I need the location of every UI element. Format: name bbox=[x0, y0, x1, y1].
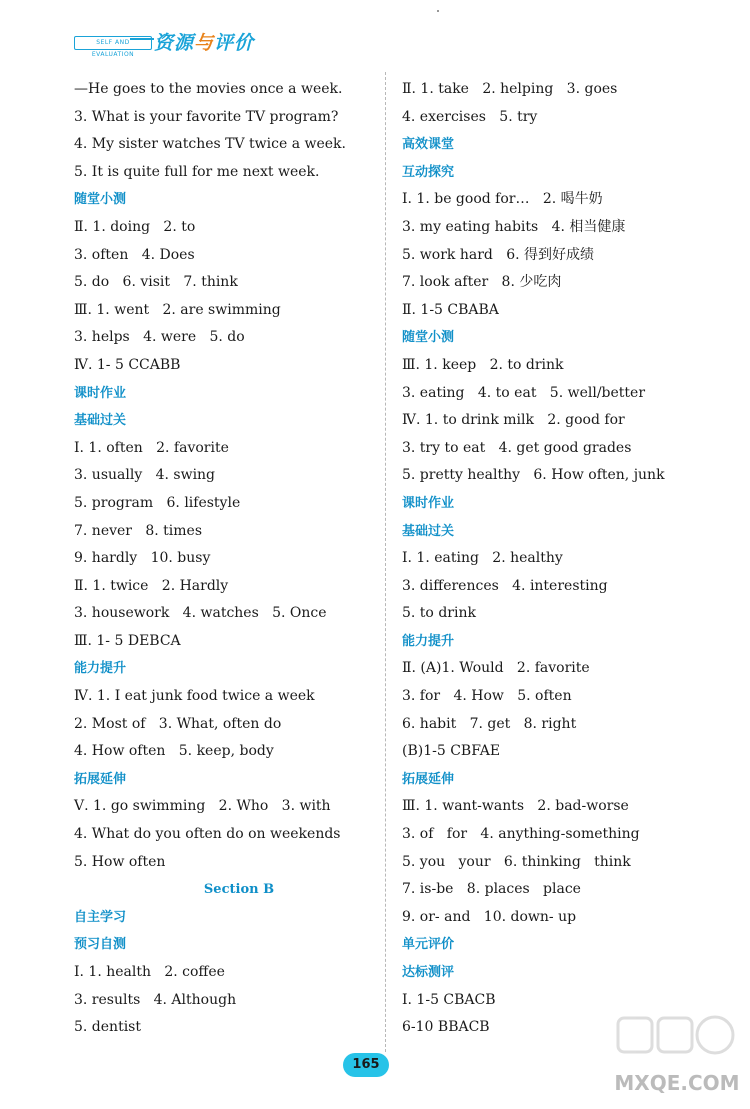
right-answer-line: Ⅰ. 1-5 CBACB bbox=[402, 991, 496, 1008]
header-arrow-icon bbox=[130, 38, 154, 48]
left-answer-line: Ⅱ. 1. doing 2. to bbox=[74, 218, 196, 235]
left-answer-line: 4. How often 5. keep, body bbox=[74, 743, 274, 760]
left-answer-line: 4. My sister watches TV twice a week. bbox=[74, 136, 346, 153]
left-answer-line: Ⅲ. 1- 5 DEBCA bbox=[74, 632, 181, 649]
left-answer-line: 2. Most of 3. What, often do bbox=[74, 715, 282, 732]
header-title bbox=[154, 28, 254, 55]
right-answer-line: 3. differences 4. interesting bbox=[402, 577, 608, 594]
left-answer-line: 4. What do you often do on weekends bbox=[74, 826, 341, 843]
right-heading: 能力提升 bbox=[402, 633, 455, 649]
right-answer-line: Ⅰ. 1. eating 2. healthy bbox=[402, 550, 563, 567]
right-answer-line: Ⅳ. 1. to drink milk 2. good for bbox=[402, 412, 625, 429]
right-answer-line: 5. you your 6. thinking think bbox=[402, 853, 631, 870]
section-title: Section B bbox=[203, 882, 275, 898]
right-heading: 高效课堂 bbox=[402, 137, 455, 153]
header-title-mid: 与 bbox=[194, 32, 215, 54]
left-answer-line: Ⅳ. 1. I eat junk food twice a week bbox=[74, 688, 315, 705]
right-heading: 单元评价 bbox=[402, 937, 455, 953]
left-answer-line: 7. never 8. times bbox=[74, 522, 203, 539]
decorative-dot bbox=[437, 10, 439, 12]
right-answer-line: 3. eating 4. to eat 5. well/better bbox=[402, 384, 646, 401]
header-title-part2: 评价 bbox=[214, 32, 255, 54]
right-answer-line: Ⅲ. 1. keep 2. to drink bbox=[402, 356, 564, 373]
left-answer-line: Ⅱ. 1. twice 2. Hardly bbox=[74, 577, 229, 594]
left-answer-line: 3. often 4. Does bbox=[74, 246, 195, 263]
watermark-text: MXQE.COM bbox=[614, 1071, 740, 1095]
right-answer-line: 3. my eating habits 4. 相当健康 bbox=[402, 218, 626, 235]
left-answer-line: 9. hardly 10. busy bbox=[74, 550, 211, 567]
right-answer-line: 9. or- and 10. down- up bbox=[402, 908, 577, 925]
left-heading: 拓展延伸 bbox=[74, 771, 127, 787]
right-heading: 课时作业 bbox=[402, 495, 455, 511]
right-answer-line: Ⅱ. 1-5 CBABA bbox=[402, 301, 499, 318]
right-heading: 拓展延伸 bbox=[402, 771, 455, 787]
left-heading: 基础过关 bbox=[74, 413, 127, 429]
right-answer-line: 4. exercises 5. try bbox=[402, 108, 538, 125]
right-answer-line: 7. is-be 8. places place bbox=[402, 881, 581, 898]
left-answer-line: 3. helps 4. were 5. do bbox=[74, 329, 245, 346]
left-answer-line: Ⅲ. 1. went 2. are swimming bbox=[74, 301, 281, 318]
left-answer-line: 5. It is quite full for me next week. bbox=[74, 163, 320, 180]
header-tag: SELF AND EVALUATION bbox=[74, 36, 152, 50]
left-answer-line: 5. program 6. lifestyle bbox=[74, 494, 241, 511]
running-header bbox=[74, 28, 394, 56]
right-answer-line: (B)1-5 CBFAE bbox=[402, 743, 501, 760]
left-answer-line: Ⅰ. 1. health 2. coffee bbox=[74, 964, 225, 980]
right-answer-line: 5. pretty healthy 6. How often, junk bbox=[402, 467, 665, 484]
right-answer-line: 5. to drink bbox=[402, 605, 476, 622]
column-divider bbox=[385, 72, 386, 1052]
right-answer-line: 3. try to eat 4. get good grades bbox=[402, 439, 632, 456]
left-heading: 课时作业 bbox=[74, 385, 127, 401]
left-answer-line: 3. housework 4. watches 5. Once bbox=[74, 605, 327, 622]
left-answer-line: Ⅴ. 1. go swimming 2. Who 3. with bbox=[74, 798, 331, 815]
right-answer-line: 7. look after 8. 少吃肉 bbox=[402, 274, 562, 291]
right-heading: 互动探究 bbox=[402, 164, 455, 180]
left-column bbox=[74, 76, 374, 1042]
left-heading: 预习自测 bbox=[74, 937, 127, 953]
right-answer-line: 5. work hard 6. 得到好成绩 bbox=[402, 246, 595, 263]
left-answer-line: Ⅳ. 1- 5 CCABB bbox=[74, 356, 181, 373]
left-answer-line: 3. results 4. Although bbox=[74, 991, 237, 1008]
right-answer-line: Ⅰ. 1. be good for… 2. 喝牛奶 bbox=[402, 191, 603, 208]
left-answer-line: 5. dentist bbox=[74, 1019, 141, 1036]
right-answer-line: Ⅱ. (A)1. Would 2. favorite bbox=[402, 660, 590, 677]
header-title-part1: 资源 bbox=[154, 32, 195, 54]
right-answer-line: 3. for 4. How 5. often bbox=[402, 688, 572, 705]
right-answer-line: 3. of for 4. anything-something bbox=[402, 826, 640, 843]
right-answer-line: Ⅱ. 1. take 2. helping 3. goes bbox=[402, 81, 618, 97]
left-answer-line: 5. How often bbox=[74, 853, 166, 870]
left-answer-line: Ⅰ. 1. often 2. favorite bbox=[74, 439, 229, 456]
right-column bbox=[402, 76, 722, 1042]
left-heading: 能力提升 bbox=[74, 661, 127, 677]
left-heading: 自主学习 bbox=[74, 909, 127, 925]
right-answer-line: Ⅲ. 1. want-wants 2. bad-worse bbox=[402, 798, 629, 815]
right-answer-line: 6-10 BBACB bbox=[402, 1019, 490, 1036]
right-heading: 达标测评 bbox=[402, 965, 455, 980]
left-answer-line: —He goes to the movies once a week. bbox=[74, 81, 343, 97]
page-number: 165 bbox=[343, 1053, 389, 1077]
left-heading: 随堂小测 bbox=[74, 192, 127, 208]
right-heading: 基础过关 bbox=[402, 523, 455, 539]
right-answer-line: 6. habit 7. get 8. right bbox=[402, 715, 577, 732]
watermark-logo bbox=[612, 1010, 742, 1104]
left-answer-line: 5. do 6. visit 7. think bbox=[74, 274, 238, 291]
left-answer-line: 3. What is your favorite TV program? bbox=[74, 108, 339, 125]
right-heading: 随堂小测 bbox=[402, 330, 455, 346]
left-answer-line: 3. usually 4. swing bbox=[74, 467, 216, 484]
